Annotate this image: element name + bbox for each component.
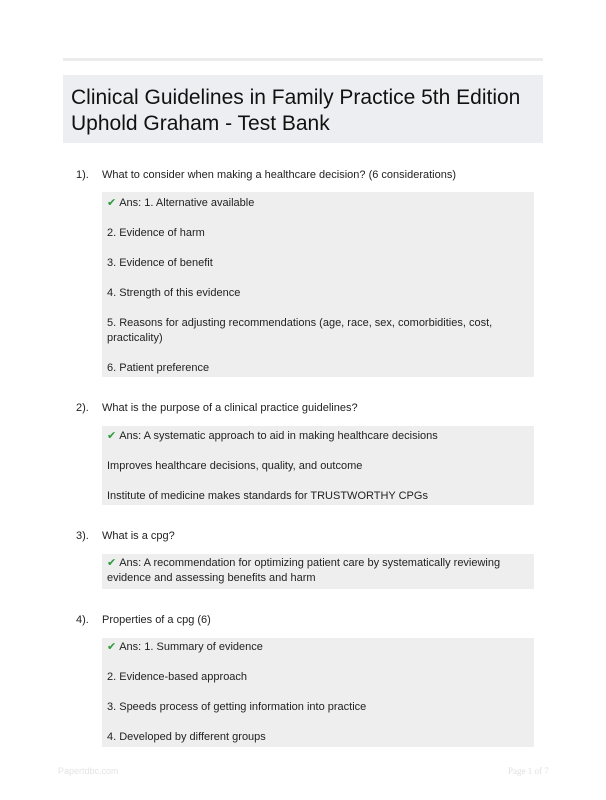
question-block-2 bbox=[0, 400, 606, 502]
answer-line: Institute of medicine makes standards for TRUSTWORTHY CPGs bbox=[107, 490, 428, 502]
answer-line: ✔ Ans: A systematic approach to aid in making healthcare decisions bbox=[107, 430, 438, 442]
question-number: 1). bbox=[76, 169, 89, 181]
answer-line: 4. Developed by different groups bbox=[107, 731, 266, 743]
answer-line: ✔ Ans: A recommendation for optimizing patient care by systematically reviewing bbox=[107, 557, 501, 569]
question-block-3 bbox=[0, 528, 606, 584]
answer-line: 6. Patient preference bbox=[107, 362, 210, 374]
question-text: What to consider when making a healthcare decision? (6 considerations) bbox=[102, 169, 457, 181]
question-number: 3). bbox=[76, 530, 89, 542]
answer-line: 5. Reasons for adjusting recommendations (age, race, sex, comorbidities, cost, bbox=[107, 317, 493, 329]
answer-line: Improves healthcare decisions, quality, and outcome bbox=[107, 460, 363, 472]
check-icon: ✔ bbox=[107, 197, 117, 209]
answer-line: practicality) bbox=[107, 332, 163, 344]
question-number: 2). bbox=[76, 402, 89, 414]
document-title bbox=[71, 85, 535, 137]
footer-site-watermark: Papertdbc.com bbox=[58, 766, 119, 776]
answer-line: 4. Strength of this evidence bbox=[107, 287, 241, 299]
question-number: 4). bbox=[76, 614, 89, 626]
question-text: What is a cpg? bbox=[102, 530, 175, 542]
check-icon: ✔ bbox=[107, 557, 117, 569]
answer-line: ✔ Ans: 1. Summary of evidence bbox=[107, 641, 263, 653]
title-line-2: Uphold Graham - Test Bank bbox=[71, 112, 330, 135]
question-text: What is the purpose of a clinical practice guidelines? bbox=[102, 402, 358, 414]
question-text: Properties of a cpg (6) bbox=[102, 614, 211, 626]
title-line-1: Clinical Guidelines in Family Practice 5th Edition bbox=[71, 86, 521, 109]
answer-line: 3. Speeds process of getting information into practice bbox=[107, 701, 367, 713]
answer-box bbox=[102, 192, 534, 377]
top-divider bbox=[63, 58, 543, 61]
answer-line: 3. Evidence of benefit bbox=[107, 257, 213, 269]
question-block-1 bbox=[0, 167, 606, 374]
answer-line: evidence and assessing benefits and harm bbox=[107, 572, 316, 584]
answer-line: ✔ Ans: 1. Alternative available bbox=[107, 197, 255, 209]
question-block-4 bbox=[0, 612, 606, 743]
answer-box bbox=[102, 426, 534, 505]
check-icon: ✔ bbox=[107, 641, 117, 653]
answer-line: 2. Evidence of harm bbox=[107, 227, 205, 239]
answer-box bbox=[102, 638, 534, 747]
answer-box bbox=[102, 554, 534, 589]
footer-page-number: Page 1 of 7 bbox=[508, 766, 549, 776]
check-icon: ✔ bbox=[107, 430, 117, 442]
title-banner bbox=[63, 75, 543, 143]
answer-line: 2. Evidence-based approach bbox=[107, 671, 248, 683]
